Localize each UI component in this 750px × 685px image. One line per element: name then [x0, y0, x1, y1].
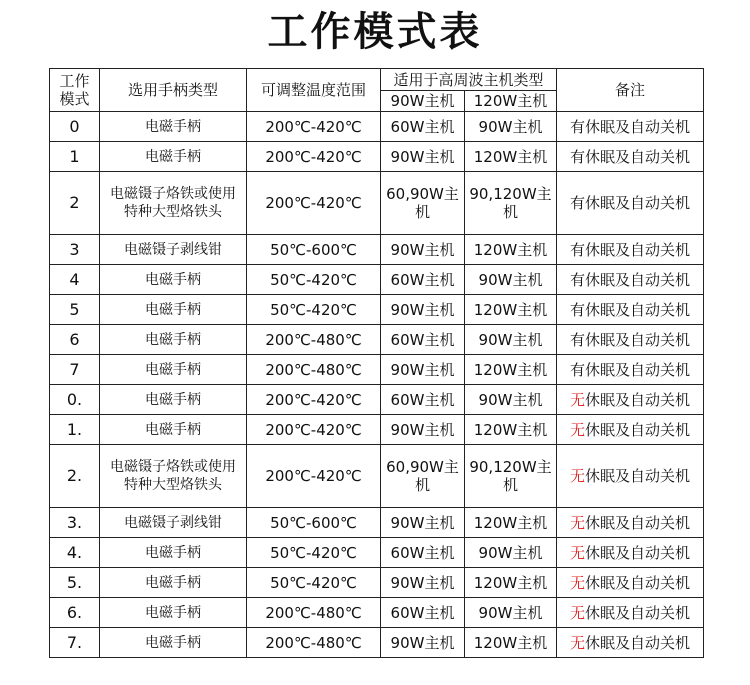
note-prefix: 有	[570, 117, 586, 136]
host-a-cell: 90W主机	[381, 355, 465, 385]
table-row	[50, 628, 704, 658]
mode-cell: 3	[50, 235, 100, 265]
mode-cell: 7	[50, 355, 100, 385]
note-cell	[557, 325, 704, 355]
table-row	[50, 355, 704, 385]
handle-type-cell: 电磁手柄	[100, 295, 247, 325]
host-a-cell: 90W主机	[381, 415, 465, 445]
handle-type-cell: 电磁镊子烙铁或使用特种大型烙铁头	[100, 172, 247, 235]
temp-range-cell: 50℃-420℃	[247, 568, 381, 598]
note-text: 休眠及自动关机	[585, 420, 691, 439]
mode-cell: 2	[50, 172, 100, 235]
handle-type-cell: 电磁手柄	[100, 265, 247, 295]
table-row	[50, 538, 704, 568]
table-row	[50, 142, 704, 172]
note-text: 休眠及自动关机	[585, 633, 691, 652]
mode-cell: 4.	[50, 538, 100, 568]
handle-type-cell: 电磁镊子剥线钳	[100, 508, 247, 538]
note-text: 休眠及自动关机	[585, 194, 691, 212]
host-b-cell: 90W主机	[465, 325, 557, 355]
table-row	[50, 295, 704, 325]
note-cell	[557, 235, 704, 265]
note-text: 休眠及自动关机	[585, 513, 691, 532]
host-a-cell: 60,90W主机	[381, 172, 465, 235]
note-text: 休眠及自动关机	[585, 573, 691, 592]
work-mode-table	[49, 68, 704, 658]
note-cell	[557, 415, 704, 445]
note-text: 休眠及自动关机	[585, 330, 691, 349]
note-prefix: 有	[570, 330, 586, 349]
handle-type-cell: 电磁手柄	[100, 112, 247, 142]
note-cell	[557, 538, 704, 568]
host-a-cell: 60W主机	[381, 265, 465, 295]
temp-range-cell: 200℃-480℃	[247, 325, 381, 355]
table-row	[50, 325, 704, 355]
note-prefix: 无	[570, 513, 586, 532]
mode-cell: 1	[50, 142, 100, 172]
temp-range-cell: 200℃-480℃	[247, 598, 381, 628]
mode-cell: 3.	[50, 508, 100, 538]
temp-range-cell: 50℃-600℃	[247, 235, 381, 265]
mode-cell: 6.	[50, 598, 100, 628]
table-row	[50, 568, 704, 598]
table-row	[50, 112, 704, 142]
mode-cell: 0	[50, 112, 100, 142]
host-b-cell: 90W主机	[465, 112, 557, 142]
host-b-cell: 90W主机	[465, 265, 557, 295]
host-b-cell: 90W主机	[465, 598, 557, 628]
host-b-cell: 120W主机	[465, 415, 557, 445]
note-cell	[557, 295, 704, 325]
handle-type-cell: 电磁手柄	[100, 415, 247, 445]
note-prefix: 有	[570, 240, 586, 259]
host-b-cell: 120W主机	[465, 295, 557, 325]
table-row	[50, 385, 704, 415]
temp-range-cell: 200℃-420℃	[247, 142, 381, 172]
host-b-cell: 120W主机	[465, 235, 557, 265]
note-prefix: 无	[570, 633, 586, 652]
temp-range-cell: 200℃-420℃	[247, 445, 381, 508]
handle-type-cell: 电磁手柄	[100, 385, 247, 415]
table-row	[50, 598, 704, 628]
note-text: 休眠及自动关机	[585, 147, 691, 166]
note-prefix: 无	[570, 420, 586, 439]
note-cell	[557, 598, 704, 628]
host-a-cell: 90W主机	[381, 628, 465, 658]
handle-type-cell: 电磁镊子剥线钳	[100, 235, 247, 265]
note-prefix: 无	[570, 467, 586, 485]
note-cell	[557, 265, 704, 295]
host-a-cell: 60W主机	[381, 112, 465, 142]
host-b-cell: 120W主机	[465, 508, 557, 538]
note-text: 休眠及自动关机	[585, 603, 691, 622]
note-prefix: 有	[570, 194, 586, 212]
host-b-cell: 120W主机	[465, 568, 557, 598]
temp-range-cell: 200℃-480℃	[247, 355, 381, 385]
note-cell	[557, 172, 704, 235]
note-text: 休眠及自动关机	[585, 467, 691, 485]
page-title: 工作模式表	[267, 9, 483, 55]
note-prefix: 无	[570, 573, 586, 592]
note-prefix: 无	[570, 603, 586, 622]
note-prefix: 有	[570, 147, 586, 166]
table-row	[50, 445, 704, 508]
host-a-cell: 90W主机	[381, 295, 465, 325]
temp-range-cell: 200℃-480℃	[247, 628, 381, 658]
note-cell	[557, 628, 704, 658]
note-text: 休眠及自动关机	[585, 117, 691, 136]
mode-cell: 1.	[50, 415, 100, 445]
note-text: 休眠及自动关机	[585, 543, 691, 562]
header-temp-range: 可调整温度范围	[247, 69, 381, 112]
note-prefix: 有	[570, 270, 586, 289]
handle-type-cell: 电磁手柄	[100, 355, 247, 385]
host-a-cell: 60W主机	[381, 325, 465, 355]
host-b-cell: 90,120W主机	[465, 172, 557, 235]
host-a-cell: 60,90W主机	[381, 445, 465, 508]
table-row	[50, 265, 704, 295]
temp-range-cell: 200℃-420℃	[247, 112, 381, 142]
header-note: 备注	[557, 69, 704, 112]
note-prefix: 无	[570, 390, 586, 409]
note-text: 休眠及自动关机	[585, 300, 691, 319]
table-row	[50, 508, 704, 538]
header-host-120w: 120W主机	[465, 91, 557, 112]
host-a-cell: 90W主机	[381, 235, 465, 265]
note-prefix: 有	[570, 300, 586, 319]
header-handle-type: 选用手柄类型	[100, 69, 247, 112]
host-a-cell: 60W主机	[381, 598, 465, 628]
host-b-cell: 120W主机	[465, 142, 557, 172]
note-text: 休眠及自动关机	[585, 390, 691, 409]
handle-type-cell: 电磁手柄	[100, 568, 247, 598]
temp-range-cell: 50℃-420℃	[247, 295, 381, 325]
note-cell	[557, 568, 704, 598]
host-a-cell: 90W主机	[381, 568, 465, 598]
mode-cell: 2.	[50, 445, 100, 508]
handle-type-cell: 电磁手柄	[100, 598, 247, 628]
note-text: 休眠及自动关机	[585, 240, 691, 259]
handle-type-cell: 电磁手柄	[100, 325, 247, 355]
header-mode: 工作模式	[50, 69, 100, 112]
temp-range-cell: 50℃-420℃	[247, 265, 381, 295]
host-a-cell: 60W主机	[381, 538, 465, 568]
temp-range-cell: 200℃-420℃	[247, 415, 381, 445]
handle-type-cell: 电磁镊子烙铁或使用特种大型烙铁头	[100, 445, 247, 508]
host-a-cell: 60W主机	[381, 385, 465, 415]
note-cell	[557, 385, 704, 415]
note-prefix: 无	[570, 543, 586, 562]
note-cell	[557, 112, 704, 142]
mode-cell: 0.	[50, 385, 100, 415]
host-a-cell: 90W主机	[381, 142, 465, 172]
note-cell	[557, 142, 704, 172]
temp-range-cell: 200℃-420℃	[247, 172, 381, 235]
note-text: 休眠及自动关机	[585, 360, 691, 379]
mode-cell: 7.	[50, 628, 100, 658]
note-cell	[557, 445, 704, 508]
handle-type-cell: 电磁手柄	[100, 538, 247, 568]
host-a-cell: 90W主机	[381, 508, 465, 538]
host-b-cell: 120W主机	[465, 628, 557, 658]
temp-range-cell: 200℃-420℃	[247, 385, 381, 415]
table-row	[50, 172, 704, 235]
table-row	[50, 235, 704, 265]
note-prefix: 有	[570, 360, 586, 379]
note-text: 休眠及自动关机	[585, 270, 691, 289]
table-row	[50, 415, 704, 445]
header-host-90w: 90W主机	[381, 91, 465, 112]
host-b-cell: 90,120W主机	[465, 445, 557, 508]
header-host-type: 适用于高周波主机类型	[381, 69, 557, 91]
mode-cell: 6	[50, 325, 100, 355]
host-b-cell: 90W主机	[465, 385, 557, 415]
note-cell	[557, 508, 704, 538]
temp-range-cell: 50℃-600℃	[247, 508, 381, 538]
note-cell	[557, 355, 704, 385]
mode-cell: 5	[50, 295, 100, 325]
mode-cell: 5.	[50, 568, 100, 598]
handle-type-cell: 电磁手柄	[100, 628, 247, 658]
handle-type-cell: 电磁手柄	[100, 142, 247, 172]
host-b-cell: 120W主机	[465, 355, 557, 385]
temp-range-cell: 50℃-420℃	[247, 538, 381, 568]
host-b-cell: 90W主机	[465, 538, 557, 568]
mode-cell: 4	[50, 265, 100, 295]
